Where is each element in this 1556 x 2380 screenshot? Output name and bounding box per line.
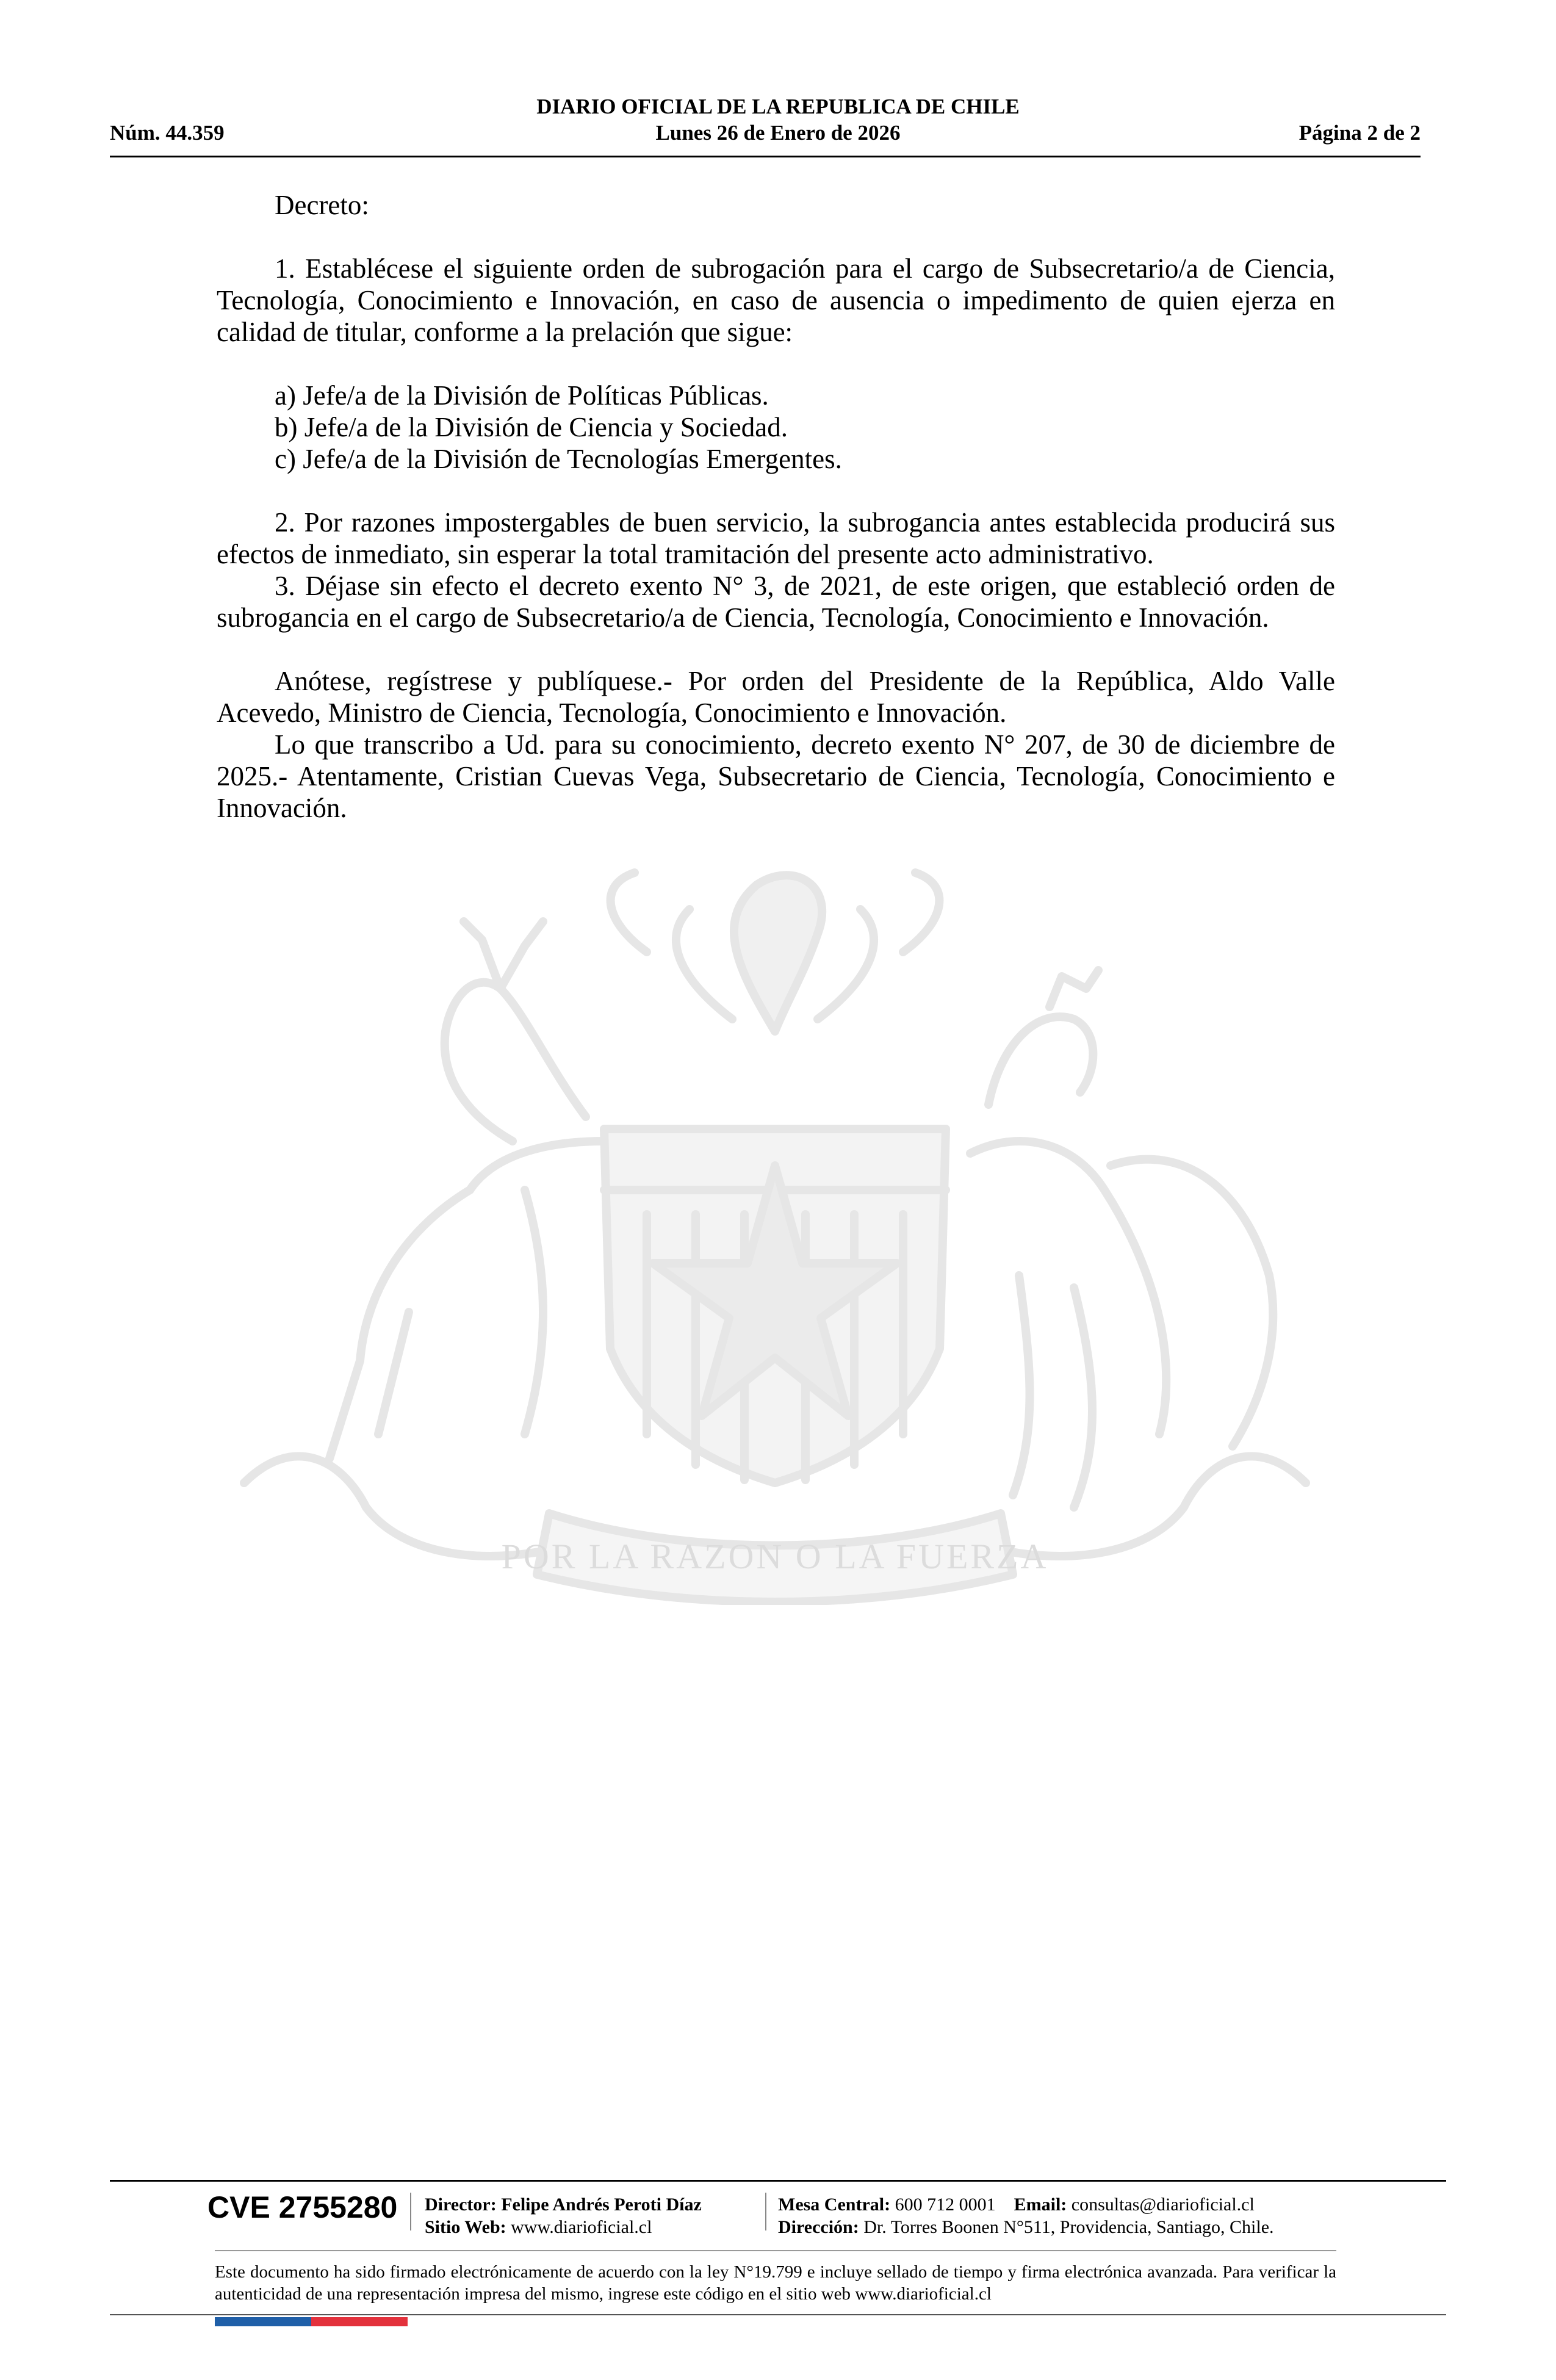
footer-divider bbox=[110, 2180, 1446, 2182]
footer-divider-thin bbox=[215, 2250, 1336, 2251]
paragraph-1: 1. Establécese el siguiente orden de subrogación para el cargo de Subsecretario/a de Ciencia, Tecnología, Conocimiento e Innovación, en caso de ausencia o impedimento de quien ejerza en calidad de titular, conforme a la prelación que sigue: bbox=[217, 253, 1335, 347]
issue-number: Núm. 44.359 bbox=[110, 121, 225, 145]
mesa-phone: 600 712 0001 bbox=[895, 2194, 996, 2215]
email-label: Email: bbox=[1014, 2194, 1067, 2215]
publication-title: DIARIO OFICIAL DE LA REPUBLICA DE CHILE bbox=[536, 95, 1020, 118]
flag-stripe-red bbox=[311, 2317, 408, 2326]
list-item: c) Jefe/a de la División de Tecnologías Emergentes. bbox=[275, 444, 842, 474]
footer-separator bbox=[765, 2193, 766, 2230]
decree-heading: Decreto: bbox=[275, 190, 369, 220]
paragraph-2: 2. Por razones impostergables de buen servicio, la subrogancia antes establecida producirá sus efectos de inmediato, sin esperar la total tramitación del presente acto administrativo. bbox=[217, 507, 1335, 569]
footer-separator bbox=[410, 2193, 411, 2230]
email-link[interactable]: consultas@diarioficial.cl bbox=[1071, 2194, 1255, 2215]
footer-contact-block bbox=[778, 2193, 1274, 2238]
list-item: b) Jefe/a de la División de Ciencia y Sociedad. bbox=[275, 412, 788, 442]
page-number: Página 2 de 2 bbox=[1298, 121, 1421, 145]
list-item: a) Jefe/a de la División de Políticas Públicas. bbox=[275, 380, 769, 411]
watermark-motto: POR LA RAZON O LA FUERZA bbox=[501, 1537, 1049, 1576]
flag-stripe-blue bbox=[215, 2317, 311, 2326]
document-body bbox=[217, 189, 1335, 824]
cve-code: CVE 2755280 bbox=[207, 2190, 398, 2224]
footer-bottom-rule bbox=[110, 2314, 1446, 2315]
paragraph-4: Anótese, regístrese y publíquese.- Por orden del Presidente de la República, Aldo Valle Acevedo, Ministro de Ciencia, Tecnología, Conocimiento e Innovación. bbox=[217, 666, 1335, 728]
director-label: Director: bbox=[425, 2194, 497, 2215]
mesa-label: Mesa Central: bbox=[778, 2194, 891, 2215]
director-name: Felipe Andrés Peroti Díaz bbox=[501, 2194, 702, 2215]
address-label: Dirección: bbox=[778, 2217, 859, 2237]
header-divider bbox=[110, 156, 1421, 157]
web-link[interactable]: www.diarioficial.cl bbox=[511, 2217, 652, 2237]
address-value: Dr. Torres Boonen N°511, Providencia, Santiago, Chile. bbox=[863, 2217, 1274, 2237]
coat-of-arms-watermark bbox=[207, 848, 1342, 1605]
footer-director-block bbox=[425, 2193, 702, 2238]
paragraph-5: Lo que transcribo a Ud. para su conocimiento, decreto exento N° 207, de 30 de diciembre de 2025.- Atentamente, Cristian Cuevas Vega, Subsecretario de Ciencia, Tecnología, Conocimiento e Innovación. bbox=[217, 729, 1335, 823]
paragraph-3: 3. Déjase sin efecto el decreto exento N° 3, de 2021, de este origen, que estableció orden de subrogancia en el cargo de Subsecretario/a de Ciencia, Tecnología, Conocimiento e Innovación. bbox=[217, 571, 1335, 633]
issue-date: Lunes 26 de Enero de 2026 bbox=[655, 121, 901, 145]
signature-notice: Este documento ha sido firmado electrónicamente de acuerdo con la ley N°19.799 e incluye sellado de tiempo y firma electrónica avanzada. Para verificar la autenticidad de una representación impresa del mismo, ingrese este código en el sitio web www.diarioficial.cl bbox=[215, 2262, 1336, 2304]
web-label: Sitio Web: bbox=[425, 2217, 506, 2237]
